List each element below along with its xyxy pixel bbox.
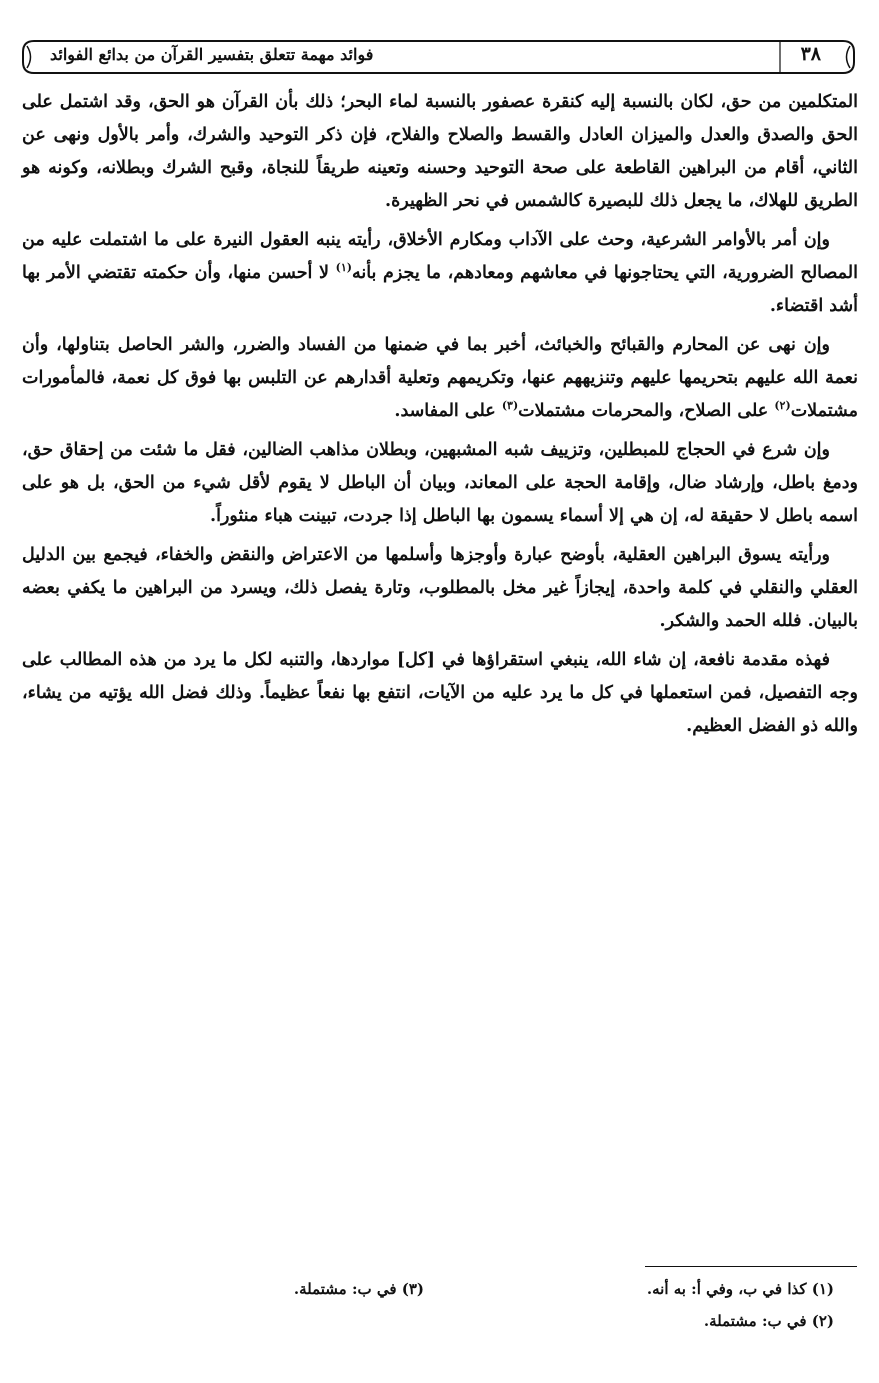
footnote-2: (٢) في ب: مشتملة. (703, 1312, 834, 1330)
paragraph-text: على الصلاح، والمحرمات مشتملات (518, 401, 775, 421)
paragraph-text: وإن شرع في الحجاج للمبطلين، وتزييف شبه المشبهين، وبطلان مذاهب الضالين، فقل ما شئت من إحقاق حق، ودمغ باطل، وإرشاد ضال، وإقامة الحجة على المعاند، وبيان أن الباطل لا يقوم لأقل شيء من الحق، بل هو على اسمه باطل لا حقيقة له، إن هي إلا أسماء يسمون بها الباطل إذا جردت، تبينت هباء منثوراً. (22, 440, 858, 526)
paragraph (22, 644, 858, 743)
running-header (20, 38, 857, 76)
paragraph (22, 434, 858, 533)
footnote-reference: (٢) (774, 399, 791, 413)
header-title: فوائد مهمة تتعلق بتفسير القرآن من بدائع الفوائد (50, 45, 374, 64)
paragraph (22, 224, 858, 323)
footnote-3: (٣) في ب: مشتملة. (293, 1280, 424, 1298)
page-number: ٣٨ (800, 43, 821, 65)
paragraph (22, 539, 858, 638)
paragraph-text: وإن نهى عن المحارم والقبائح والخبائث، أخبر بما في ضمنها من الفساد والضرر، والشر الحاصل بتناولها، وأن نعمة الله عليهم بتحريمها عليهم وتنزيههم عنها، وتكريمهم وتعلية أقدارهم عن التلبس بها فوق كل نعمة، فالمأمورات مشتملات (22, 335, 858, 421)
paragraph-text: ورأيته يسوق البراهين العقلية، بأوضح عبارة وأوجزها وأسلمها من الاعتراض والنقض والخفاء، فيجمع بين الدليل العقلي والنقلي في كلمة واحدة، إيجازاً غير مخل بالمطلوب، وتارة يفصل ذلك، ويسرد من البراهين ما يكفي بعضه بالبيان. فلله الحمد والشكر. (22, 545, 858, 631)
footnote-separator (645, 1266, 857, 1267)
body-text (22, 86, 858, 749)
footnote-1: (١) كذا في ب، وفي أ: به أنه. (646, 1280, 834, 1298)
footnotes (22, 1280, 834, 1360)
paragraph (22, 86, 858, 218)
paragraph-text: وإن أمر بالأوامر الشرعية، وحث على الآداب ومكارم الأخلاق، رأيته ينبه العقول النيرة على ما اشتملت عليه من المصالح الضرورية، التي يحتاجونها في معاشهم ومعادهم، ما يجزم بأنه (22, 230, 858, 283)
footnote-reference: (٣) (501, 399, 519, 413)
paragraph-text: فهذه مقدمة نافعة، إن شاء الله، ينبغي استقراؤها في [كل] مواردها، والتنبه لكل ما يرد من هذه المطالب على وجه التفصيل، فمن استعملها في كل ما يرد عليه من الآيات، انتفع بها نفعاً عظيماً. وذلك فضل الله يؤتيه من يشاء، والله ذو الفضل العظيم. (22, 650, 858, 736)
paragraph-text: لا أحسن منها، وأن حكمته تقتضي الأمر بها أشد اقتضاء. (22, 263, 858, 316)
paragraph-text: المتكلمين من حق، لكان بالنسبة إليه كنقرة عصفور بالنسبة لماء البحر؛ ذلك بأن القرآن هو الحق، وقد اشتمل على الحق والصدق والعدل والميزان العادل والقسط والصلاح والفلاح، فإن ذكر التوحيد والشرك، وأمر بالأول ونهى عن الثاني، أقام من البراهين القاطعة على صحة التوحيد وحسنه وتعينه طريقاً للنجاة، وقبح الشرك وبطلانه، وكونه هو الطريق للهلاك، ما يجعل ذلك للبصيرة كالشمس في نحر الظهيرة. (22, 92, 858, 211)
paragraph-text: على المفاسد. (394, 401, 502, 421)
paragraph (22, 329, 858, 428)
footnote-reference: (١) (335, 261, 352, 275)
